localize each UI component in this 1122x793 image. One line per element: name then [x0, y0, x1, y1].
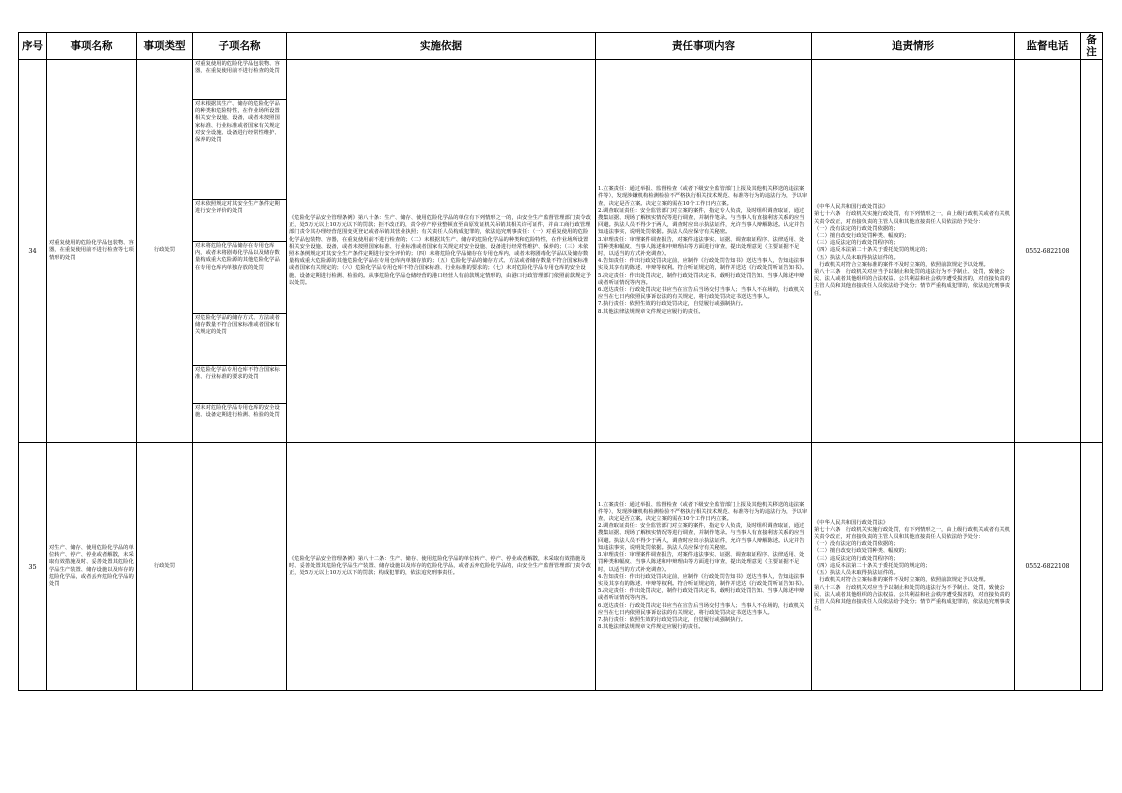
row-basis: 《危险化学品安全管理条例》第八十条：生产、储存、使用危险化学品的单位有下列情形之一的，由安全生产监督管理部门责令改正，处5万元以上10万元以下的罚款；拒不改正的，责令停产停业整顿直至由原发证机关吊销其相关许可证件，并由工商行政管理部门责令其办理经营范围变更登记或者吊销其营业执照；有关责任人员构成犯罪的，依法追究刑事责任：（一）对重复使用的危险化学品包装物、容器，在重复使用前不进行检查的；（二）未根据其生产、储存的危险化学品的种类和危险特性，在作业场所设置相关安全设施、设备，或者未按照国家标准、行业标准或者国家有关规定对安全设施、设备进行经常性维护、保养的；（三）未依照本条例规定对其安全生产条件定期进行安全评价的；（四）未将危险化学品储存在专用仓库内，或者未将剧毒化学品以及储存数量构成重大危险源的其他危险化学品在专用仓库内单独存放的；（五）危险化学品的储存方式、方法或者储存数量不符合国家标准或者国家有关规定的；（六）危险化学品专用仓库不符合国家标准、行业标准的要求的；（七）未对危险化学品专用仓库的安全设施、设备定期进行检测、检验的。从事危险化学品仓储经营的港口经营人有前款规定情形的，由港口行政管理部门依照前款规定予以处罚。 — [287, 60, 596, 443]
row-subitems — [193, 60, 287, 443]
subitem: 对危险化学品的储存方式、方法或者储存数量不符合国家标准或者国家有关规定的处罚 — [193, 314, 286, 366]
row-item-type: 行政处罚 — [137, 443, 193, 691]
row-note — [1081, 443, 1103, 691]
subitem: 对危险化学品专用仓库不符合国家标准、行业标准的要求的处罚 — [193, 366, 286, 404]
subitem: 对未根据其生产、储存的危险化学品的种类和危险特性，在作业场所设置相关安全设施、设备，或者未按照国家标准、行业标准或者国家有关规定对安全设施、设备进行经常性维护、保养的处罚 — [193, 100, 286, 200]
header-item-type: 事项类型 — [137, 33, 193, 60]
header-basis: 实施依据 — [287, 33, 596, 60]
header-accountability: 追责情形 — [812, 33, 1015, 60]
responsibility-table — [18, 32, 1103, 691]
subitem: 对未依照规定对其安全生产条件定期进行安全评价的处罚 — [193, 200, 286, 242]
row-seq: 35 — [19, 443, 47, 691]
row-item-name: 对重复使用的危险化学品包装物、容器，在重复使用前不进行检查等七项情形的处罚 — [47, 60, 137, 443]
header-duties: 责任事项内容 — [596, 33, 812, 60]
subitem: 对重复使用的危险化学品包装物、容器，在重复使用前不进行检查的处罚 — [193, 60, 286, 100]
header-row — [19, 33, 1103, 60]
row-accountability: 《中华人民共和国行政处罚法》 第七十六条 行政机关实施行政处罚，有下列情形之一，由上级行政机关或者有关机关责令改正，对直接负责的主管人员和其他直接责任人员依法给予处分： （一）没有法定的行政处罚依据的； （二）擅自改变行政处罚种类、幅度的； （三）违反法定的行政处罚程序的； （四）违反本法第二十条关于委托处罚的规定的； （五）执法人员未取得执法证件的。 行政机关对符合立案标准的案件不及时立案的，依照前款规定予以处理。 第八十三条 行政机关对应当予以制止和处罚的违法行为不予制止、处罚，致使公民、法人或者其他组织的合法权益、公共利益和社会秩序遭受损害的，对直接负责的主管人员和其他直接责任人员依法给予处分；情节严重构成犯罪的，依法追究刑事责任。 — [812, 443, 1015, 691]
row-basis: 《危险化学品安全管理条例》第八十二条：生产、储存、使用危险化学品的单位转产、停产、停业或者解散，未采取有效措施及时、妥善处置其危险化学品生产装置、储存设施以及库存的危险化学品，或者丢弃危险化学品的，由安全生产监督管理部门责令改正，处5万元以上10万元以下的罚款；构成犯罪的，依法追究刑事责任。 — [287, 443, 596, 691]
row-note — [1081, 60, 1103, 443]
header-subitem-name: 子项名称 — [193, 33, 287, 60]
row-item-name: 对生产、储存、使用危险化学品的单位转产、停产、停业或者解散，未采取有效措施及时、妥善处置其危险化学品生产装置、储存设施以及库存的危险化学品，或者丢弃危险化学品的处罚 — [47, 443, 137, 691]
header-item-name: 事项名称 — [47, 33, 137, 60]
row-seq: 34 — [19, 60, 47, 443]
row-subitems — [193, 443, 287, 691]
row-phone: 0552-6822108 — [1015, 60, 1081, 443]
table-row — [19, 60, 1103, 443]
header-seq: 序号 — [19, 33, 47, 60]
row-item-type: 行政处罚 — [137, 60, 193, 443]
header-phone: 监督电话 — [1015, 33, 1081, 60]
row-accountability: 《中华人民共和国行政处罚法》 第七十六条 行政机关实施行政处罚，有下列情形之一，由上级行政机关或者有关机关责令改正，对直接负责的主管人员和其他直接责任人员依法给予处分： （一）没有法定的行政处罚依据的； （二）擅自改变行政处罚种类、幅度的； （三）违反法定的行政处罚程序的； （四）违反本法第二十条关于委托处罚的规定的； （五）执法人员未取得执法证件的。 行政机关对符合立案标准的案件不及时立案的，依照前款规定予以处理。 第八十三条 行政机关对应当予以制止和处罚的违法行为不予制止、处罚，致使公民、法人或者其他组织的合法权益、公共利益和社会秩序遭受损害的，对直接负责的主管人员和其他直接责任人员依法给予处分；情节严重构成犯罪的，依法追究刑事责任。 — [812, 60, 1015, 443]
row-duties: 1.立案责任：通过举报、监督检查（或者下级安全监管部门上报及其他机关移送的违法案件等），发现涉嫌机构检测检验不严格执行相关技术规范、标准等行为的违法行为，予以审查，决定是否立案。决定立案的需在10个工作日内立案。 2.调查取证责任：安全监管部门对立案的案件，指定专人负责，及时组织调查取证，通过搜集证据、现场了解核实情况等进行调查，并制作笔录。与当事人有直接利害关系的应当回避。执法人员不得少于两人，调查时应出示执法证件，允许当事人辩解陈述。认定并告知违法事实，说明处罚依据。执法人员应保守有关秘密。 3.审理责任：审理案件调查报告，对案件违法事实、证据、调查取证程序、法律适用、处罚种类和幅度、当事人陈述和申辩理由等方面进行审查，提出处理意见（主要证据不足时，以适当的方式补充调查）。 4.告知责任：作出行政处罚决定前，应制作《行政处罚告知书》送达当事人，告知违法事实及其享有的陈述、申辩等权利。符合听证规定的，制作并送达《行政处罚听证告知书》。 5.决定责任：作出处罚决定，制作行政处罚决定书，载明行政处罚告知、当事人陈述申辩或者听证情况等内容。 6.送达责任：行政处罚决定书应当在宣告后当场交付当事人；当事人不在场的，行政机关应当在七日内依照民事诉讼法的有关规定，将行政处罚决定书送达当事人。 7.执行责任：依照生效的行政处罚决定，自觉履行或强制执行。 8.其他法律法规规章文件规定应履行的责任。 — [596, 443, 812, 691]
row-phone: 0552-6822108 — [1015, 443, 1081, 691]
row-duties: 1.立案责任：通过举报、监督检查（或者下级安全监管部门上报及其他机关移送的违法案件等），发现涉嫌机构检测检验不严格执行相关技术规范、标准等行为的违法行为，予以审查，决定是否立案。决定立案的需在10个工作日内立案。 2.调查取证责任：安全监管部门对立案的案件，指定专人负责，及时组织调查取证，通过搜集证据、现场了解核实情况等进行调查，并制作笔录。与当事人有直接利害关系的应当回避。执法人员不得少于两人，调查时应出示执法证件，允许当事人辩解陈述。认定并告知违法事实，说明处罚依据。执法人员应保守有关秘密。 3.审理责任：审理案件调查报告，对案件违法事实、证据、调查取证程序、法律适用、处罚种类和幅度、当事人陈述和申辩理由等方面进行审查，提出处理意见（主要证据不足时，以适当的方式补充调查）。 4.告知责任：作出行政处罚决定前，应制作《行政处罚告知书》送达当事人，告知违法事实及其享有的陈述、申辩等权利。符合听证规定的，制作并送达《行政处罚听证告知书》。 5.决定责任：作出处罚决定，制作行政处罚决定书，载明行政处罚告知、当事人陈述申辩或者听证情况等内容。 6.送达责任：行政处罚决定书应当在宣告后当场交付当事人；当事人不在场的，行政机关应当在七日内依照民事诉讼法的有关规定，将行政处罚决定书送达当事人。 7.执行责任：依照生效的行政处罚决定，自觉履行或强制执行。 8.其他法律法规规章文件规定应履行的责任。 — [596, 60, 812, 443]
header-note: 备注 — [1081, 33, 1103, 60]
subitem: 对未对危险化学品专用仓库的安全设施、设备定期进行检测、检验的处罚 — [195, 405, 280, 419]
table-row — [19, 443, 1103, 691]
subitem: 对未将危险化学品储存在专用仓库内，或者未将剧毒化学品以及储存数量构成重大危险源的其他危险化学品在专用仓库内单独存放的处罚 — [193, 242, 286, 314]
